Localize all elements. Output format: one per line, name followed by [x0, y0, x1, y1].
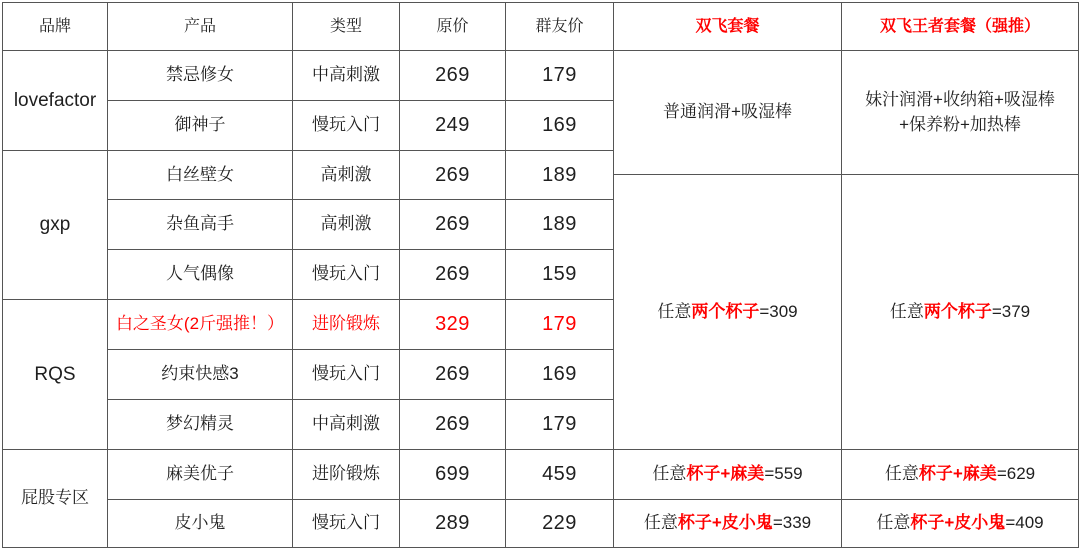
package-king-two-cups-cell: [842, 175, 1079, 450]
package-king-mami-cell: [842, 450, 1079, 500]
orig-price-cell: 269: [400, 250, 506, 300]
product-cell: 人气偶像: [108, 250, 293, 300]
group-price-cell: 159: [506, 250, 614, 300]
type-cell: 慢玩入门: [293, 500, 400, 548]
header-cell-brand: 品牌: [3, 3, 108, 51]
orig-price-cell-highlighted: 329: [400, 300, 506, 350]
orig-price-cell: 269: [400, 350, 506, 400]
product-cell: 杂鱼高手: [108, 200, 293, 250]
pkg-text-suffix: =379: [991, 301, 1031, 321]
group-price-cell: 229: [506, 500, 614, 548]
group-price-cell: 169: [506, 101, 614, 151]
pkg-text-highlight: 两个杯子: [691, 301, 760, 321]
pkg-text-prefix: 任意: [889, 301, 924, 321]
type-cell: 进阶锻炼: [293, 450, 400, 500]
orig-price-cell: 269: [400, 200, 506, 250]
type-cell: 高刺激: [293, 200, 400, 250]
package-standard-mami-cell: [614, 450, 842, 500]
pkg-text-highlight: 两个杯子: [923, 301, 992, 321]
orig-price-cell: 269: [400, 400, 506, 450]
header-cell-package-standard: 双飞套餐: [614, 3, 842, 51]
group-price-cell: 189: [506, 151, 614, 200]
pkg-text-suffix: =309: [759, 301, 798, 321]
group-price-cell: 179: [506, 51, 614, 101]
pkg-text-highlight: 杯子+麻美: [918, 464, 997, 484]
pkg-text-prefix: 任意: [652, 464, 687, 484]
pkg-text-highlight: 杯子+皮小鬼: [677, 513, 773, 533]
pkg-text-suffix: =409: [1005, 513, 1044, 533]
header-cell-orig-price: 原价: [400, 3, 506, 51]
header-cell-package-king: 双飞王者套餐（强推）: [842, 3, 1079, 51]
pkg-text-prefix: 任意: [657, 301, 692, 321]
orig-price-cell: 699: [400, 450, 506, 500]
brand-cell-butt-zone: 屁股专区: [3, 450, 108, 548]
header-cell-group-price: 群友价: [506, 3, 614, 51]
package-standard-pixiaogui-cell: [614, 500, 842, 548]
product-cell: 御神子: [108, 101, 293, 151]
package-standard-two-cups-cell: [614, 175, 842, 450]
type-cell: 慢玩入门: [293, 350, 400, 400]
pkg-text-prefix: 任意: [643, 513, 678, 533]
pkg-text-prefix: 任意: [876, 513, 911, 533]
type-cell: 中高刺激: [293, 400, 400, 450]
package-king-pixiaogui-cell: [842, 500, 1079, 548]
pkg-text-suffix: =629: [996, 464, 1036, 484]
product-cell: 皮小鬼: [108, 500, 293, 548]
group-price-cell: 459: [506, 450, 614, 500]
group-price-cell-highlighted: 179: [506, 300, 614, 350]
type-cell: 中高刺激: [293, 51, 400, 101]
orig-price-cell: 289: [400, 500, 506, 548]
pkg-text-highlight: 杯子+麻美: [686, 464, 765, 484]
type-cell: 高刺激: [293, 151, 400, 200]
type-cell: 慢玩入门: [293, 101, 400, 151]
type-cell-highlighted: 进阶锻炼: [293, 300, 400, 350]
orig-price-cell: 269: [400, 51, 506, 101]
pkg-text-highlight: 杯子+皮小鬼: [910, 513, 1006, 533]
header-cell-product: 产品: [108, 3, 293, 51]
brand-cell-rqs: RQS: [3, 300, 108, 450]
price-table: [2, 2, 1079, 548]
package-standard-combo-cell: 普通润滑+吸湿棒: [614, 51, 842, 175]
product-cell: 梦幻精灵: [108, 400, 293, 450]
product-cell: 白丝壁女: [108, 151, 293, 200]
group-price-cell: 179: [506, 400, 614, 450]
brand-cell-gxp: gxp: [3, 151, 108, 300]
group-price-cell: 169: [506, 350, 614, 400]
type-cell: 慢玩入门: [293, 250, 400, 300]
orig-price-cell: 269: [400, 151, 506, 200]
product-cell: 约束快感3: [108, 350, 293, 400]
brand-cell-lovefactor: lovefactor: [3, 51, 108, 151]
product-cell: 麻美优子: [108, 450, 293, 500]
orig-price-cell: 249: [400, 101, 506, 151]
pkg-text-suffix: =339: [772, 513, 812, 533]
pkg-text-suffix: =559: [764, 464, 803, 484]
product-cell: 禁忌修女: [108, 51, 293, 101]
group-price-cell: 189: [506, 200, 614, 250]
package-king-combo-cell: 妹汁润滑+收纳箱+吸湿棒+保养粉+加热棒: [842, 51, 1079, 175]
header-cell-type: 类型: [293, 3, 400, 51]
pkg-text-prefix: 任意: [884, 464, 919, 484]
product-cell-highlighted: 白之圣女(2斤强推！）: [108, 300, 293, 350]
